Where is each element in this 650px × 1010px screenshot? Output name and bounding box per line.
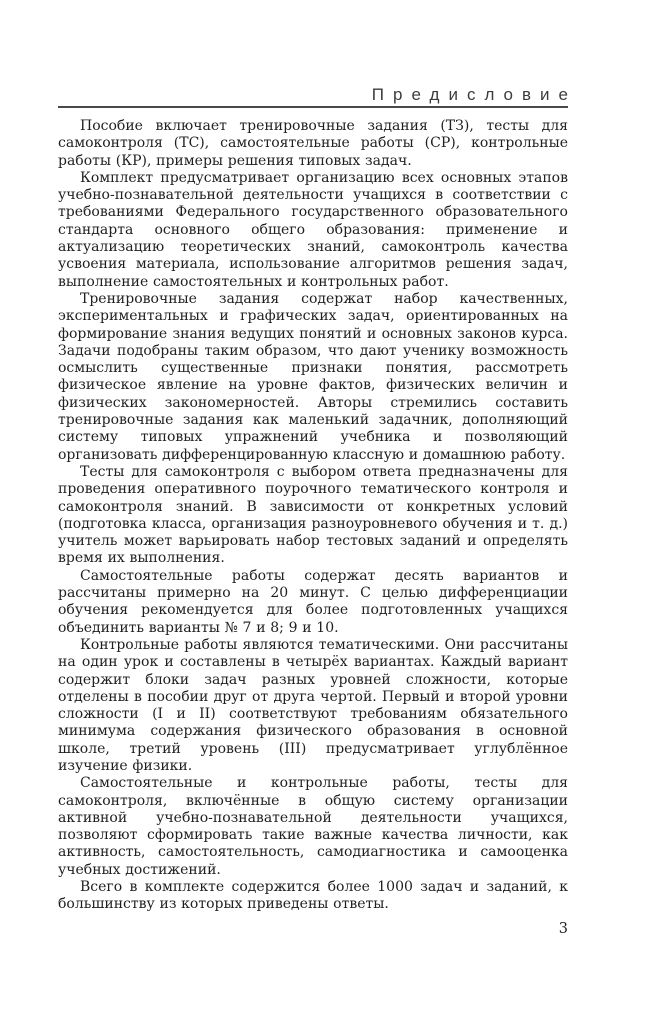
page-header [58,85,577,108]
paragraph: Тесты для самоконтроля с выбором ответа предназначены для проведения оперативного поурочного тематического контроля и самоконтроля знаний. В зависимости от конкретных условий (подготовка класса, организация разноуровневого обучения и т. д.) учитель может варьировать набор тестовых заданий и определять время их выполнения. [58,463,568,567]
paragraph: Самостоятельные работы содержат десять вариантов и рассчитаны примерно на 20 минут. С целью дифференциации обучения рекомендуется для более подготовленных учащихся объединить варианты № 7 и 8; 9 и 10. [58,567,568,636]
paragraph: Пособие включает тренировочные задания (ТЗ), тесты для самоконтроля (ТС), самостоятельные работы (СР), контрольные работы (КР), примеры решения типовых задач. [58,118,568,169]
paragraph: Самостоятельные и контрольные работы, тесты для самоконтроля, включённые в общую систему организации активной учебно-познавательной деятельности учащихся, позволяют сформировать такие важные качества личности, как активность, самостоятельность, самодиагностика и самооценка учебных достижений. [58,775,568,878]
page-title: Предисловие [371,85,577,104]
page-number: 3 [558,921,568,937]
paragraph: Комплект предусматривает организацию всех основных этапов учебно-познавательной деятельности учащихся в соответствии с требованиями Федерального государственного образовательного стандарта основного общего образования: применение и актуализацию теоретических знаний, самоконтроль качества усвоения материала, использование алгоритмов решения задач, выполнение самостоятельных и контрольных работ. [58,169,568,290]
paragraph: Контрольные работы являются тематическими. Они рассчитаны на один урок и составлены в четырёх вариантах. Каждый вариант содержит блоки задач разных уровней сложности, которые отделены в пособии друг от друга чертой. Первый и второй уровни сложности (I и II) соответствуют требованиям обязательного минимума содержания физического образования в основной школе, третий уровень (III) предусматривает углублённое изучение физики. [58,636,568,774]
paragraph: Всего в комплекте содержится более 1000 задач и заданий, к большинству из которых приведены ответы. [58,879,568,913]
header-rule [58,106,568,108]
paragraph: Тренировочные задания содержат набор качественных, экспериментальных и графических задач, ориентированных на формирование знания ведущих понятий и основных законов курса. Задачи подобраны таким образом, что дают ученику возможность осмыслить существенные признаки понятия, рассмотреть физическое явление на уровне фактов, физических величин и физических закономерностей. Авторы стремились составить тренировочные задания как маленький задачник, дополняющий систему типовых упражнений учебника и позволяющий организовать дифференцированную классную и домашнюю работу. [58,290,568,463]
preface-text [58,118,568,914]
